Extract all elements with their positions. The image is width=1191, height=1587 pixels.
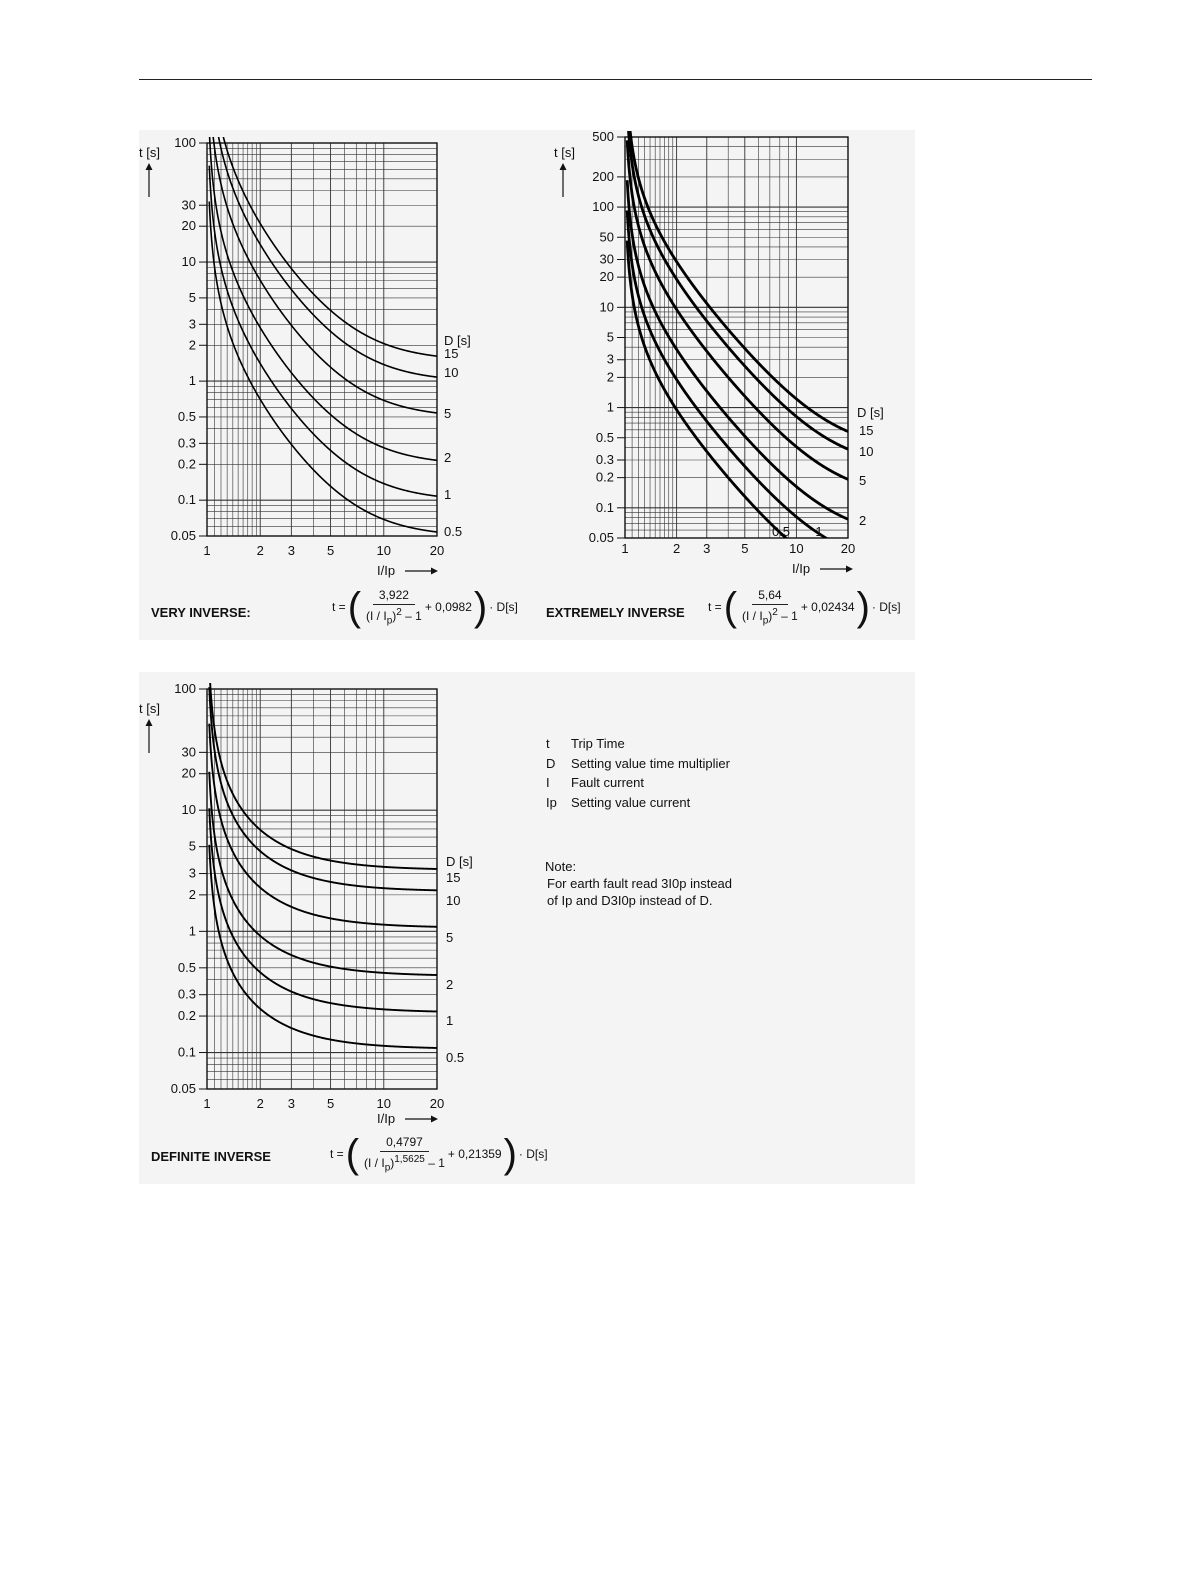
- chart-title-definite-inverse: DEFINITE INVERSE: [151, 1149, 271, 1164]
- formula-denominator-sub: p: [762, 615, 769, 627]
- y-tick-label: 2: [606, 369, 614, 385]
- y-axis-arrow-head: [146, 163, 153, 170]
- curve-D-5: [209, 724, 437, 927]
- curve-label-2: 2: [859, 513, 867, 528]
- curve-legend-title: D [s]: [444, 333, 471, 348]
- formula-lhs: t =: [708, 600, 722, 614]
- formula-factor: · D[s]: [518, 1147, 548, 1161]
- y-tick-label: 1: [188, 373, 196, 389]
- formula-tail: + 0,0982: [424, 600, 472, 614]
- formula-denominator-exp: 1,5625: [394, 1153, 425, 1165]
- x-axis-arrow-head: [431, 568, 438, 575]
- formula-tail: + 0,02434: [800, 600, 855, 614]
- y-tick-label: 500: [592, 129, 614, 144]
- y-tick-label: 0.1: [177, 492, 196, 508]
- x-tick-label: 2: [256, 1096, 264, 1111]
- y-tick-label: 100: [174, 681, 196, 696]
- legend-item: [546, 734, 730, 754]
- x-tick-label: 3: [287, 1096, 295, 1111]
- chart-title-extremely-inverse: EXTREMELY INVERSE: [546, 605, 685, 620]
- formula-numerator: 0,4797: [380, 1135, 429, 1152]
- formula-extremely-inverse: [708, 587, 901, 627]
- y-tick-label: 3: [188, 865, 196, 881]
- y-tick-label: 20: [599, 269, 614, 285]
- formula-very-inverse: [332, 587, 518, 627]
- note-line: of Ip and D3I0p instead of D.: [547, 893, 713, 908]
- x-axis-label: I/Ip: [377, 1111, 396, 1126]
- y-tick-label: 0.3: [177, 435, 196, 451]
- x-axis-arrow-head: [846, 566, 853, 573]
- y-tick-label: 0.5: [177, 408, 196, 424]
- curve-label-0_5: 0.5: [446, 1050, 465, 1065]
- curve-label-15: 15: [444, 346, 459, 361]
- y-axis-label: t [s]: [139, 701, 160, 716]
- y-tick-label: 100: [592, 199, 614, 215]
- x-axis-arrow-head: [431, 1116, 438, 1123]
- formula-denominator-exp: 2: [396, 606, 402, 618]
- x-tick-label: 2: [672, 541, 681, 556]
- curve-D-15: [209, 668, 437, 869]
- curve-inline-label-0_5: 0.5: [771, 524, 791, 539]
- curve-label-5: 5: [444, 406, 452, 421]
- y-tick-label: 5: [188, 838, 196, 854]
- formula-close-paren: ): [856, 585, 870, 629]
- curve-label-10: 10: [444, 365, 459, 380]
- x-tick-label: 2: [256, 543, 264, 558]
- curve-label-1: 1: [444, 487, 452, 502]
- y-tick-label: 10: [181, 254, 196, 270]
- curve-label-10: 10: [446, 893, 461, 908]
- curve-label-2: 2: [446, 977, 454, 992]
- formula-factor: · D[s]: [871, 600, 901, 614]
- formula-lhs: t =: [330, 1147, 344, 1161]
- formula-denominator: $(I / I_p)^{1,5625} - 1$: [364, 1153, 445, 1174]
- curve-label-2: 2: [444, 450, 452, 465]
- y-tick-label: 1: [606, 399, 614, 415]
- curve-label-15: 15: [859, 423, 874, 438]
- formula-denominator: $(I / I_p)^2 - 1$: [742, 606, 798, 627]
- x-tick-label: 20: [840, 541, 856, 556]
- y-tick-label: 0.5: [595, 429, 614, 445]
- curve-D-15: [209, 122, 437, 356]
- y-axis-arrow-head: [560, 163, 567, 170]
- y-tick-label: 5: [606, 329, 614, 345]
- x-tick-label: 20: [429, 1096, 445, 1111]
- y-axis-label: t [s]: [139, 145, 160, 160]
- formula-denominator-base: (I / I: [364, 1155, 385, 1170]
- curve-label-5: 5: [446, 930, 454, 945]
- formula-fraction: [366, 588, 422, 626]
- y-axis-label: t [s]: [554, 145, 575, 160]
- curve-inline-label-1: 1: [815, 524, 823, 539]
- y-tick-label: 20: [181, 218, 196, 234]
- y-tick-label: 200: [592, 168, 614, 184]
- x-tick-label: 3: [703, 541, 711, 556]
- x-tick-label: 5: [326, 1096, 335, 1111]
- y-tick-label: 1: [188, 923, 196, 939]
- formula-close-paren: ): [473, 585, 488, 629]
- x-tick-label: 1: [203, 543, 211, 558]
- y-tick-label: 0.2: [177, 1008, 196, 1024]
- curve-D-2: [209, 130, 437, 461]
- legend-text: Setting value current: [571, 794, 691, 810]
- curve-label-5: 5: [859, 473, 867, 488]
- x-axis-label: I/Ip: [792, 561, 811, 576]
- x-tick-label: 20: [429, 543, 445, 558]
- formula-fraction: [364, 1135, 445, 1173]
- x-tick-label: 3: [287, 543, 295, 558]
- curve-legend-title: D [s]: [857, 405, 884, 420]
- y-tick-label: 3: [606, 351, 614, 367]
- formula-factor: · D[s]: [489, 600, 518, 614]
- curve-label-1: 1: [446, 1013, 454, 1028]
- formula-numerator: 5,64: [752, 588, 787, 605]
- symbol-legend: [546, 734, 730, 812]
- y-tick-label: 5: [188, 289, 196, 305]
- formula-tail: + 0,21359: [447, 1147, 502, 1161]
- y-tick-label: 0.1: [595, 499, 614, 515]
- formula-denominator-sub: p: [386, 615, 393, 627]
- x-tick-label: 10: [789, 541, 804, 556]
- y-tick-label: 50: [599, 229, 614, 245]
- curve-D-0_5: [209, 845, 437, 1048]
- plot-frame: [207, 143, 437, 536]
- y-tick-label: 2: [188, 886, 196, 902]
- y-tick-label: 30: [599, 251, 614, 267]
- formula-open-paren: (: [347, 585, 362, 629]
- y-tick-label: 0.05: [170, 1081, 196, 1096]
- y-tick-label: 0.2: [177, 456, 196, 472]
- formula-lhs: t =: [332, 600, 346, 614]
- formula-denominator-base: (I / I: [366, 608, 387, 623]
- formula-numerator: 3,922: [373, 588, 415, 605]
- x-tick-label: 5: [326, 543, 335, 558]
- curve-label-10: 10: [859, 444, 874, 459]
- formula-close-paren: ): [503, 1132, 517, 1176]
- formula-denominator-base: (I / I: [742, 608, 763, 623]
- x-tick-label: 1: [203, 1096, 211, 1111]
- note-line: For earth fault read 3I0p instead: [547, 876, 733, 891]
- x-axis-label: I/Ip: [377, 563, 396, 578]
- legend-text: Fault current: [571, 775, 644, 791]
- legend-item: [546, 773, 730, 793]
- legend-symbol: t: [546, 736, 550, 752]
- curve-D-1: [209, 166, 437, 497]
- y-tick-label: 20: [181, 765, 196, 781]
- note-title: Note:: [545, 859, 577, 874]
- y-tick-label: 2: [188, 337, 196, 353]
- y-tick-label: 0.2: [595, 469, 614, 485]
- chart-title-very-inverse: VERY INVERSE:: [151, 605, 251, 620]
- legend-symbol: D: [546, 755, 556, 771]
- y-tick-label: 10: [181, 802, 196, 818]
- formula-open-paren: (: [723, 585, 738, 629]
- x-tick-label: 1: [621, 541, 629, 556]
- legend-item: [546, 793, 730, 813]
- formula-denominator-exp: 2: [772, 606, 778, 618]
- legend-symbol: I: [546, 775, 550, 791]
- x-tick-label: 10: [376, 1096, 392, 1111]
- y-tick-label: 0.05: [588, 530, 614, 545]
- formula-denominator: $(I / I_p)^2 - 1$: [366, 606, 422, 627]
- y-tick-label: 30: [181, 197, 196, 213]
- legend-text: Trip Time: [571, 736, 625, 752]
- y-tick-label: 10: [599, 299, 614, 315]
- legend-symbol: Ip: [546, 794, 557, 810]
- legend-text: Setting value time multiplier: [571, 755, 730, 771]
- curve-label-15: 15: [446, 870, 461, 885]
- formula-denominator-tail: – 1: [405, 608, 422, 623]
- y-axis-arrow-head: [146, 719, 153, 726]
- formula-open-paren: (: [345, 1132, 360, 1176]
- y-tick-label: 30: [181, 744, 196, 760]
- note-block: [545, 858, 732, 909]
- y-tick-label: 0.3: [177, 986, 196, 1002]
- curve-D-0_5: [209, 202, 437, 533]
- y-tick-label: 0.5: [177, 959, 196, 975]
- curve-label-0_5: 0.5: [444, 524, 463, 539]
- curve-legend-title: D [s]: [446, 854, 473, 869]
- y-tick-label: 0.3: [595, 451, 614, 467]
- formula-definite-inverse: [330, 1134, 548, 1174]
- y-tick-label: 3: [188, 316, 196, 332]
- formula-denominator-tail: – 1: [428, 1155, 445, 1170]
- curve-D-1: [209, 808, 437, 1011]
- formula-fraction: [742, 588, 798, 626]
- y-tick-label: 100: [174, 135, 196, 150]
- y-tick-label: 0.05: [170, 528, 196, 543]
- formula-denominator-tail: – 1: [781, 608, 798, 623]
- x-tick-label: 10: [376, 543, 392, 558]
- formula-denominator-sub: p: [384, 1162, 391, 1174]
- x-tick-label: 5: [741, 541, 749, 556]
- legend-item: [546, 754, 730, 774]
- y-tick-label: 0.1: [177, 1044, 196, 1060]
